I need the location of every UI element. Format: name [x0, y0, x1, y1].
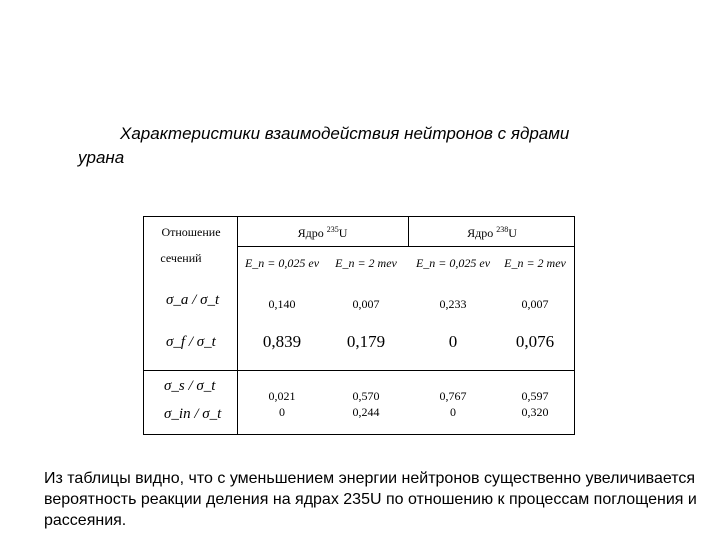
header-ratio-label: Отношение	[161, 225, 221, 239]
ratio-scattering: σ_s / σ_t	[164, 378, 216, 394]
nucleus-235-text: Ядро	[297, 226, 327, 240]
energy-header: E_n = 2 mev	[335, 256, 397, 270]
energy-header: E_n = 0,025 ev	[415, 256, 491, 270]
energy-header: E_n = 2 mev	[504, 256, 566, 270]
nucleus-238-sup: 238	[496, 225, 509, 234]
table-cell: 0	[279, 405, 285, 419]
table-cell: 0,244	[352, 405, 380, 419]
ratio-inelastic: σ_in / σ_t	[164, 406, 222, 422]
table-divider	[408, 216, 409, 246]
table-cell: 0,179	[346, 332, 386, 351]
table-cell: 0,597	[521, 389, 549, 403]
nucleus-238-suffix: U	[508, 226, 517, 240]
table-border-bottom	[143, 434, 575, 435]
table-divider	[143, 370, 144, 435]
table-cell: 0,140	[268, 297, 296, 311]
header-nucleus-238	[410, 225, 574, 241]
header-nucleus-235	[240, 225, 405, 241]
nucleus-235-suffix: U	[338, 226, 348, 240]
header-ratio-label-2: сечений	[160, 251, 202, 265]
table-border-top	[143, 216, 575, 217]
table-cell: 0,021	[268, 389, 296, 403]
nucleus-235-sup: 235	[326, 225, 339, 234]
title-line-2: урана	[78, 148, 125, 167]
table-cell: 0,076	[515, 332, 555, 351]
table-cell: 0,007	[521, 297, 549, 311]
table-cell: 0,839	[262, 332, 302, 351]
table-cell: 0,007	[352, 297, 380, 311]
table-cell: 0,233	[439, 297, 467, 311]
table-cell: 0,767	[439, 389, 467, 403]
table-cell: 0,570	[352, 389, 380, 403]
energy-header: E_n = 0,025 ev	[244, 256, 320, 270]
table-divider	[143, 370, 575, 371]
table-cell: 0	[450, 405, 456, 419]
ratio-absorption: σ_a / σ_t	[166, 292, 220, 308]
ratio-fission: σ_f / σ_t	[166, 334, 216, 350]
body-paragraph: Из таблицы видно, что с уменьшением энергии нейтронов существенно увеличивается вероятность реакции деления на ядрах 235U по отношению к процессам поглощения и рассеяния.	[44, 470, 697, 529]
table-cell: 0,320	[521, 405, 549, 419]
table-cell: 0	[448, 332, 458, 351]
nucleus-238-text: Ядро	[467, 226, 497, 240]
table-divider	[237, 246, 575, 247]
table-divider	[237, 370, 238, 435]
title-line-1: Характеристики взаимодействия нейтронов с ядрами	[120, 124, 570, 143]
table-divider	[574, 370, 575, 435]
